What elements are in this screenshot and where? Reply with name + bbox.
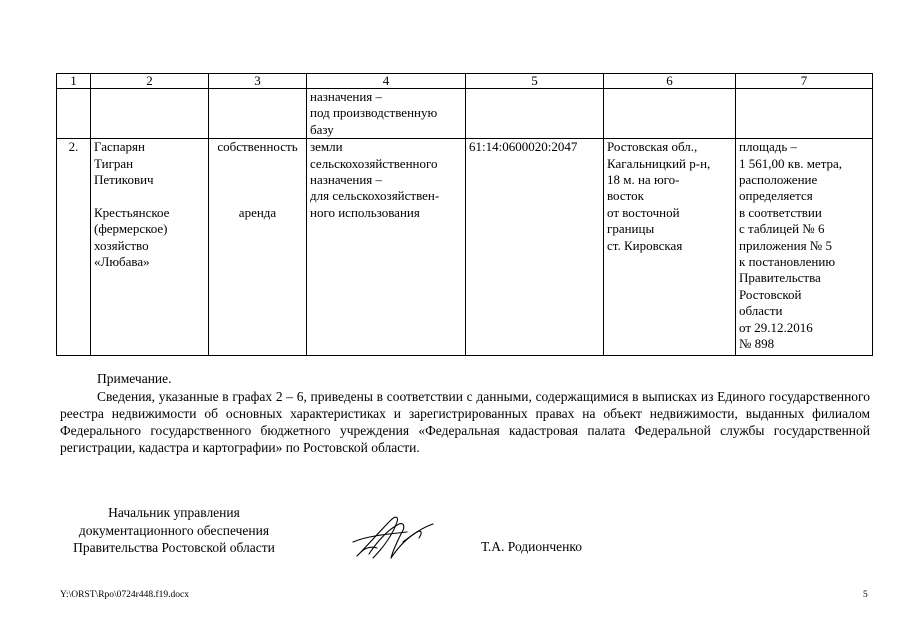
right-type-cell bbox=[209, 89, 307, 139]
signatory-name: Т.А. Родионченко bbox=[481, 539, 582, 554]
table-row bbox=[57, 89, 873, 139]
signatory-position: Начальник управления документационного обеспечения Правительства Ростовской области bbox=[73, 505, 275, 555]
file-path: Y:\ORST\Rpo\0724r448.f19.docx bbox=[60, 590, 189, 600]
column-number-4: 4 bbox=[307, 74, 466, 89]
note-body: Сведения, указанные в графах 2 – 6, приведены в соответствии с данными, содержащимися в выписках из Единого государственного реестра недвижимости об основных характеристиках и зарегистрированных правах на объект недвижимости, выданных филиалом Федерального государственного бюджетного учреждения «Федеральная кадастровая палата Федеральной службы государственной регистрации, кадастра и картографии» по Ростовской области. bbox=[60, 389, 870, 455]
row-number-cell: 2. bbox=[57, 139, 91, 356]
land-category-cell: земли сельскохозяйственного назначения – для сельскохозяйствен- ного использования bbox=[307, 139, 466, 356]
owner-cell: Гаспарян Тигран Петикович Крестьянское (фермерское) хозяйство «Любава» bbox=[91, 139, 209, 356]
location-cell: Ростовская обл., Кагальницкий р-н, 18 м. на юго- восток от восточной границы ст. Кировская bbox=[604, 139, 736, 356]
column-number-3: 3 bbox=[209, 74, 307, 89]
cadastral-number-cell: 61:14:0600020:2047 bbox=[466, 139, 604, 356]
handwritten-signature bbox=[347, 512, 437, 564]
land-category-cell: назначения – под производственную базу bbox=[307, 89, 466, 139]
area-cell: площадь – 1 561,00 кв. метра, расположение определяется в соответствии с таблицей № 6 приложения № 5 к постановлению Правительства Ростовской области от 29.12.2016 № 898 bbox=[736, 139, 873, 356]
area-cell bbox=[736, 89, 873, 139]
owner-cell bbox=[91, 89, 209, 139]
column-number-2: 2 bbox=[91, 74, 209, 89]
cadastral-number-cell bbox=[466, 89, 604, 139]
table-header-row bbox=[57, 74, 873, 89]
table-row bbox=[57, 139, 873, 356]
column-number-1: 1 bbox=[57, 74, 91, 89]
right-type-cell: собственность аренда bbox=[209, 139, 307, 356]
column-number-7: 7 bbox=[736, 74, 873, 89]
column-number-5: 5 bbox=[466, 74, 604, 89]
location-cell bbox=[604, 89, 736, 139]
row-number-cell bbox=[57, 89, 91, 139]
page-number: 5 bbox=[863, 590, 868, 600]
note-title: Примечание. bbox=[97, 371, 172, 386]
column-number-6: 6 bbox=[604, 74, 736, 89]
land-plots-table bbox=[56, 73, 873, 356]
